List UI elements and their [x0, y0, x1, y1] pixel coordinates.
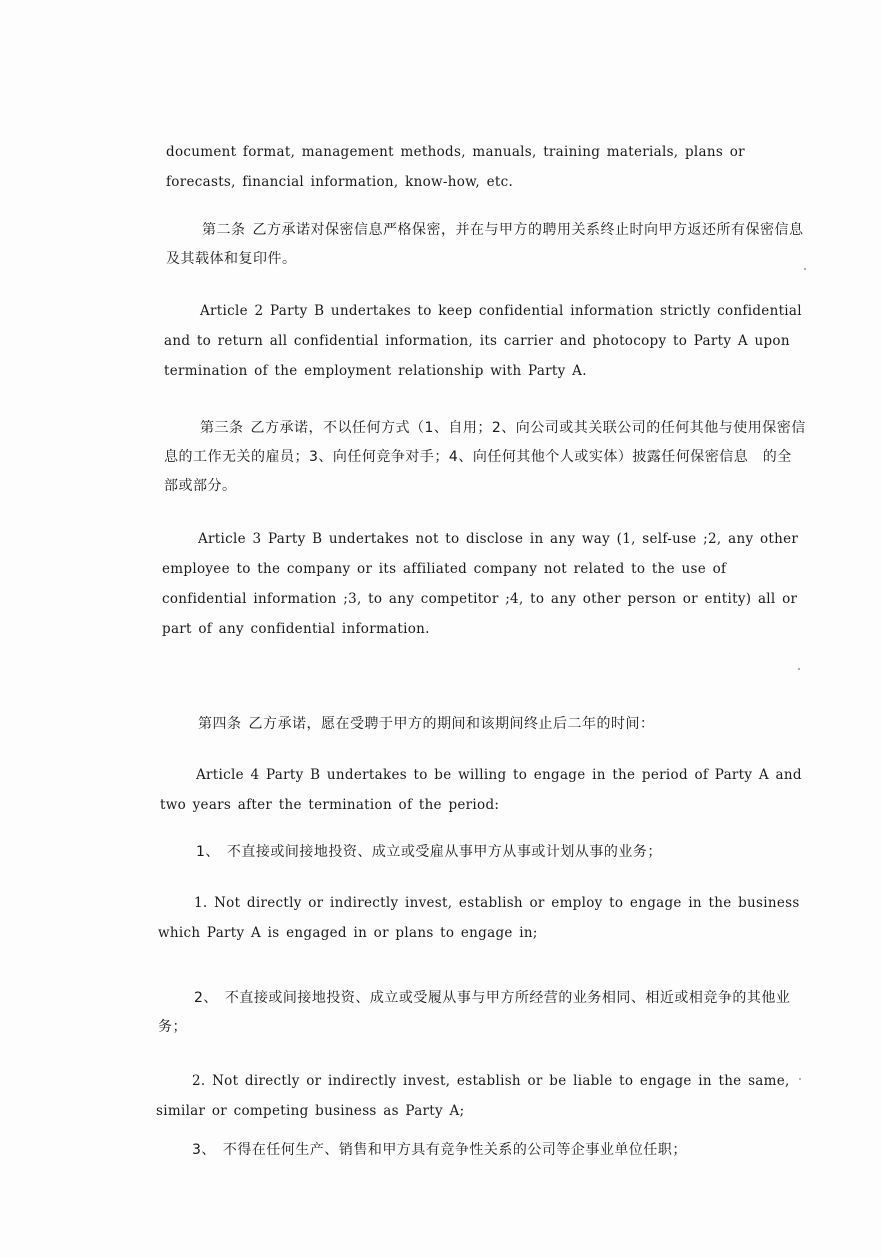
article-2-english: Article 2 Party B undertakes to keep confidential information strictly confidential and to return all confidential information, its carrier and photocopy to Party A upon termination of the employment relationship with Party A. — [164, 303, 802, 379]
clause-1-english: 1. Not directly or indirectly invest, establish or employ to engage in the business which Party A is engaged in or plans to engage in; — [158, 895, 800, 941]
article-3-english: Article 3 Party B undertakes not to disclose in any way (1, self-use ;2, any other employee to the company or its affiliated company not related to the use of confidential information ;3, to any competitor ;4, to any other person or entity) all or part of any confidential information. — [162, 531, 799, 637]
paragraph-continuation: document format, management methods, manuals, training materials, plans or forecasts, financial information, know-how, etc. — [166, 144, 745, 190]
clause-2-chinese: 2、 不直接或间接地投资、成立或受履从事与甲方所经营的业务相同、相近或相竞争的其他业务； — [158, 990, 791, 1035]
clause-3-chinese: 3、 不得在任何生产、销售和甲方具有竞争性关系的公司等企事业单位任职； — [192, 1142, 687, 1158]
article-4-chinese: 第四条 乙方承诺，愿在受聘于甲方的期间和该期间终止后二年的时间： — [198, 716, 655, 732]
clause-2-english: 2. Not directly or indirectly invest, establish or be liable to engage in the same, similar or competing business as Party A; — [156, 1073, 790, 1119]
scan-speck — [799, 1078, 801, 1080]
article-4-english: Article 4 Party B undertakes to be willing to engage in the period of Party A and two years after the termination of the period: — [160, 767, 802, 813]
article-3-chinese: 第三条 乙方承诺，不以任何方式（1、自用；2、向公司或其关联公司的任何其他与使用保密信息的工作无关的雇员；3、向任何竞争对手；4、向任何其他个人或实体）披露任何保密信息 的全部或部分。 — [164, 420, 806, 494]
article-2-chinese: 第二条 乙方承诺对保密信息严格保密，并在与甲方的聘用关系终止时向甲方返还所有保密信息及其载体和复印件。 — [166, 222, 804, 267]
clause-1-chinese: 1、 不直接或间接地投资、成立或受雇从事甲方从事或计划从事的业务； — [196, 844, 662, 860]
scan-speck — [804, 268, 806, 270]
scan-speck — [798, 668, 800, 670]
